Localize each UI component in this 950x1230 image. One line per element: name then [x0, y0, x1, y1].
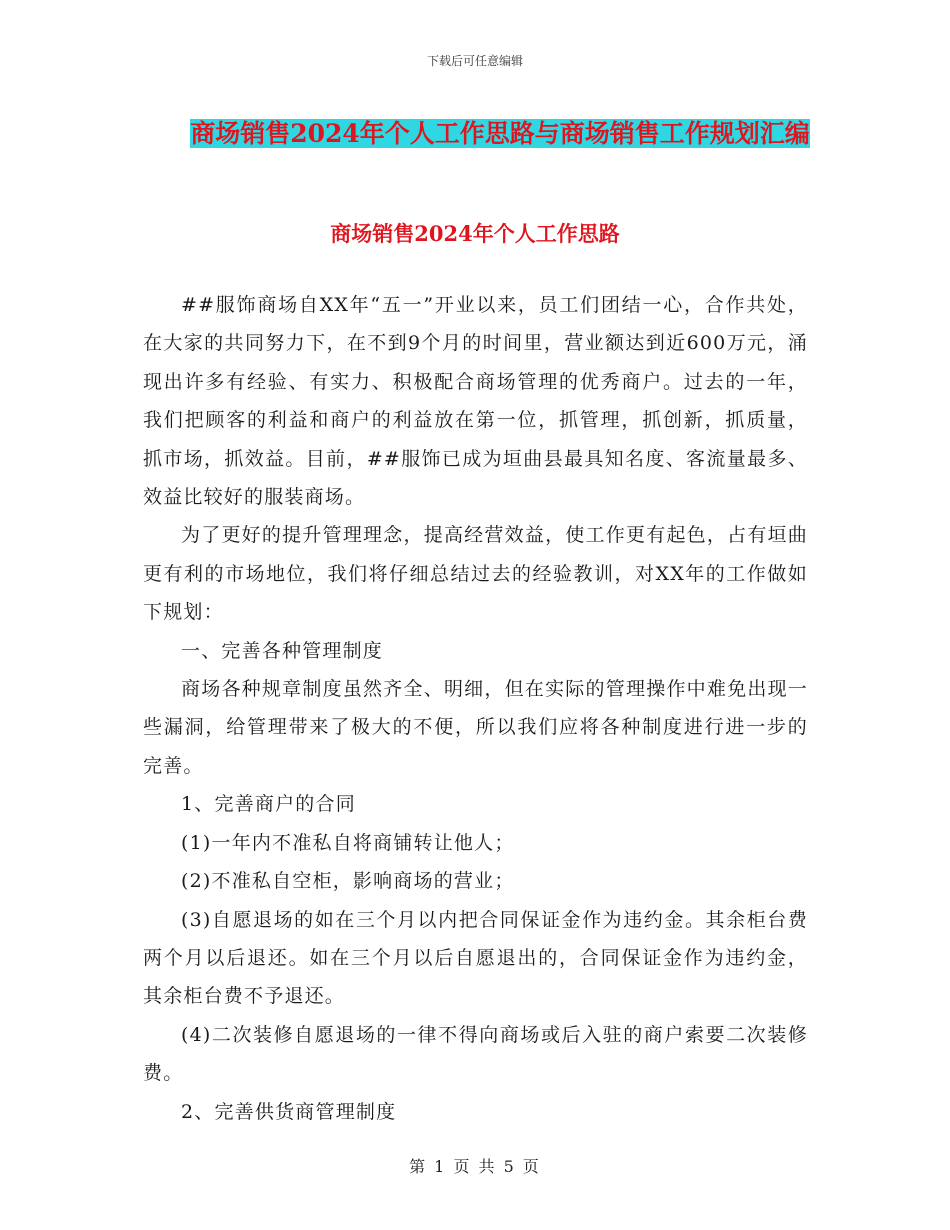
heading-item: 一、完善各种管理制度	[181, 639, 384, 662]
list-item: (4)二次装修自愿退场的一律不得向商场或后入驻的商户索要二次装修费。	[143, 1023, 808, 1085]
list-item: (3)自愿退场的如在三个月以内把合同保证金作为违约金。其余柜台费两个月以后退还。如在三个月以后自愿退出的，合同保证金作为违约金，其余柜台费不予退还。	[143, 908, 808, 1008]
heading-item: 1、完善商户的合同	[181, 793, 356, 816]
paragraph: ##服饰商场自XX年“五一”开业以来，员工们团结一心，合作共处，在大家的共同努力下，在不到9个月的时间里，营业额达到近600万元，涌现出许多有经验、有实力、积极配合商场管理的优秀商户。过去的一年，我们把顾客的利益和商户的利益放在第一位，抓管理，抓创新，抓质量，抓市场，抓效益。目前，##服饰已成为垣曲县最具知名度、客流量最多、效益比较好的服装商场。	[143, 294, 808, 509]
header-note: 下载后可任意编辑	[426, 54, 523, 68]
list-item: (2)不准私自空柜，影响商场的营业；	[181, 870, 515, 893]
document-body	[143, 286, 808, 1131]
list-item: (1)一年内不准私自将商铺转让他人；	[181, 831, 515, 854]
heading-item: 2、完善供货商管理制度	[181, 1100, 397, 1123]
page-footer: 第 1 页 共 5 页	[409, 1157, 541, 1176]
document-title	[140, 110, 860, 158]
paragraph: 商场各种规章制度虽然齐全、明细，但在实际的管理操作中难免出现一些漏洞，给管理带来了极大的不便，所以我们应将各种制度进行进一步的完善。	[143, 678, 808, 777]
document-title-text: 商场销售2024年个人工作思路与商场销售工作规划汇编	[190, 119, 810, 148]
paragraph: 为了更好的提升管理理念，提高经营效益，使工作更有起色，占有垣曲更有利的市场地位，我们将仔细总结过去的经验教训，对XX年的工作做如下规划：	[143, 524, 808, 624]
section-title: 商场销售2024年个人工作思路	[330, 221, 620, 246]
